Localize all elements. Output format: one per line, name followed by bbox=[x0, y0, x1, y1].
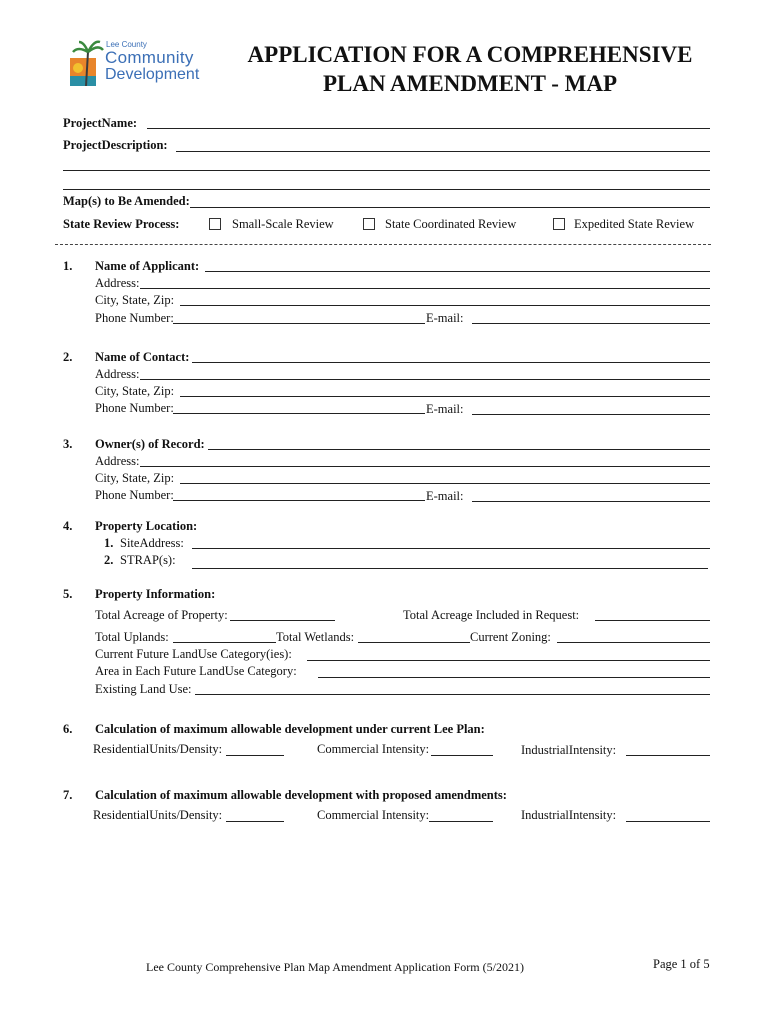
contact-email-field[interactable] bbox=[472, 414, 710, 415]
strap-number: 2. bbox=[104, 553, 114, 567]
applicant-email-field[interactable] bbox=[472, 323, 710, 324]
owner-phone-label: Phone Number: bbox=[95, 488, 174, 502]
applicant-address-field[interactable] bbox=[140, 288, 710, 289]
applicant-city-label: City, State, Zip: bbox=[95, 293, 175, 307]
contact-phone-label: Phone Number: bbox=[95, 401, 174, 415]
project-description-field-line-2[interactable] bbox=[63, 170, 710, 171]
proposed-residential-field[interactable] bbox=[226, 821, 284, 822]
owner-phone-field[interactable] bbox=[173, 500, 425, 501]
total-acreage-field[interactable] bbox=[230, 620, 335, 621]
current-industrial-field[interactable] bbox=[626, 755, 710, 756]
total-uplands-field[interactable] bbox=[173, 642, 276, 643]
current-residential-field[interactable] bbox=[226, 755, 284, 756]
lee-county-logo bbox=[70, 38, 215, 88]
total-included-label: Total Acreage Included in Request: bbox=[403, 608, 580, 622]
site-address-label: SiteAddress: bbox=[120, 536, 184, 550]
applicant-phone-label: Phone Number: bbox=[95, 311, 174, 325]
section-divider bbox=[55, 244, 711, 245]
proposed-commercial-field[interactable] bbox=[429, 821, 493, 822]
palm-tree-icon bbox=[70, 38, 104, 88]
contact-name-label: Name of Contact: bbox=[95, 350, 190, 364]
current-residential-label: ResidentialUnits/Density: bbox=[93, 742, 223, 756]
logo-community-text: Community bbox=[105, 48, 194, 67]
proposed-residential-label: ResidentialUnits/Density: bbox=[93, 808, 223, 822]
owner-name-label: Owner(s) of Record: bbox=[95, 437, 205, 451]
applicant-city-field[interactable] bbox=[180, 305, 710, 306]
proposed-commercial-label: Commercial Intensity: bbox=[317, 808, 430, 822]
site-address-field[interactable] bbox=[192, 548, 710, 549]
proposed-industrial-field[interactable] bbox=[626, 821, 710, 822]
owner-city-label: City, State, Zip: bbox=[95, 471, 175, 485]
applicant-name-label: Name of Applicant: bbox=[95, 259, 200, 273]
maps-amended-label: Map(s) to Be Amended: bbox=[63, 194, 190, 208]
expedited-label: Expedited State Review bbox=[574, 217, 695, 231]
owner-address-field[interactable] bbox=[140, 466, 710, 467]
existing-land-use-field[interactable] bbox=[195, 694, 710, 695]
project-description-field[interactable] bbox=[176, 151, 710, 152]
expedited-checkbox[interactable] bbox=[553, 218, 565, 230]
current-industrial-label: IndustrialIntensity: bbox=[521, 743, 617, 757]
total-uplands-label: Total Uplands: bbox=[95, 630, 169, 644]
s7-number: 7. bbox=[63, 788, 73, 802]
current-commercial-label: Commercial Intensity: bbox=[317, 742, 430, 756]
future-land-use-label: Current Future LandUse Category(ies): bbox=[95, 647, 292, 661]
logo-development-text: Development bbox=[105, 66, 200, 83]
footer-form-name: Lee County Comprehensive Plan Map Amendment Application Form (5/2021) bbox=[146, 960, 524, 974]
applicant-name-field[interactable] bbox=[205, 271, 710, 272]
property-location-label: Property Location: bbox=[95, 519, 198, 533]
property-information-label: Property Information: bbox=[95, 587, 216, 601]
applicant-email-label: E-mail: bbox=[426, 311, 464, 325]
small-scale-label: Small-Scale Review bbox=[232, 217, 334, 231]
future-land-use-field[interactable] bbox=[307, 660, 710, 661]
project-name-label: ProjectName: bbox=[63, 116, 138, 130]
owner-email-label: E-mail: bbox=[426, 489, 464, 503]
site-address-number: 1. bbox=[104, 536, 114, 550]
small-scale-checkbox[interactable] bbox=[209, 218, 221, 230]
total-wetlands-label: Total Wetlands: bbox=[276, 630, 355, 644]
contact-phone-field[interactable] bbox=[173, 413, 425, 414]
applicant-phone-field[interactable] bbox=[173, 323, 425, 324]
s5-number: 5. bbox=[63, 587, 73, 601]
current-zoning-field[interactable] bbox=[557, 642, 710, 643]
project-name-field[interactable] bbox=[147, 128, 710, 129]
contact-address-label: Address: bbox=[95, 367, 140, 381]
s2-number: 2. bbox=[63, 350, 73, 364]
proposed-calculation-label: Calculation of maximum allowable development with proposed amendments: bbox=[95, 788, 507, 802]
total-wetlands-field[interactable] bbox=[358, 642, 470, 643]
title-line-1: APPLICATION FOR A COMPREHENSIVE bbox=[247, 42, 693, 67]
total-included-field[interactable] bbox=[595, 620, 710, 621]
owner-name-field[interactable] bbox=[208, 449, 710, 450]
owner-address-label: Address: bbox=[95, 454, 140, 468]
s6-number: 6. bbox=[63, 722, 73, 736]
title-line-2: PLAN AMENDMENT - MAP bbox=[322, 71, 618, 96]
contact-city-label: City, State, Zip: bbox=[95, 384, 175, 398]
strap-field[interactable] bbox=[192, 568, 708, 569]
owner-email-field[interactable] bbox=[472, 501, 710, 502]
state-coordinated-checkbox[interactable] bbox=[363, 218, 375, 230]
state-coordinated-label: State Coordinated Review bbox=[385, 217, 517, 231]
page-title bbox=[230, 40, 710, 98]
logo-lee-county-text: Lee County bbox=[106, 40, 147, 49]
contact-name-field[interactable] bbox=[192, 362, 710, 363]
current-zoning-label: Current Zoning: bbox=[470, 630, 551, 644]
s1-number: 1. bbox=[63, 259, 73, 273]
project-description-label: ProjectDescription: bbox=[63, 138, 168, 152]
area-each-category-field[interactable] bbox=[318, 677, 710, 678]
strap-label: STRAP(s): bbox=[120, 553, 176, 567]
state-review-label: State Review Process: bbox=[63, 217, 180, 231]
owner-city-field[interactable] bbox=[180, 483, 710, 484]
page-number: Page 1 of 5 bbox=[653, 957, 710, 971]
proposed-industrial-label: IndustrialIntensity: bbox=[521, 808, 617, 822]
project-description-field-line-3[interactable] bbox=[63, 189, 710, 190]
s3-number: 3. bbox=[63, 437, 73, 451]
applicant-address-label: Address: bbox=[95, 276, 140, 290]
current-commercial-field[interactable] bbox=[431, 755, 493, 756]
s4-number: 4. bbox=[63, 519, 73, 533]
contact-email-label: E-mail: bbox=[426, 402, 464, 416]
maps-amended-field[interactable] bbox=[190, 207, 710, 208]
current-plan-calculation-label: Calculation of maximum allowable development under current Lee Plan: bbox=[95, 722, 485, 736]
contact-city-field[interactable] bbox=[180, 396, 710, 397]
existing-land-use-label: Existing Land Use: bbox=[95, 682, 192, 696]
total-acreage-label: Total Acreage of Property: bbox=[95, 608, 228, 622]
area-each-category-label: Area in Each Future LandUse Category: bbox=[95, 664, 297, 678]
contact-address-field[interactable] bbox=[140, 379, 710, 380]
